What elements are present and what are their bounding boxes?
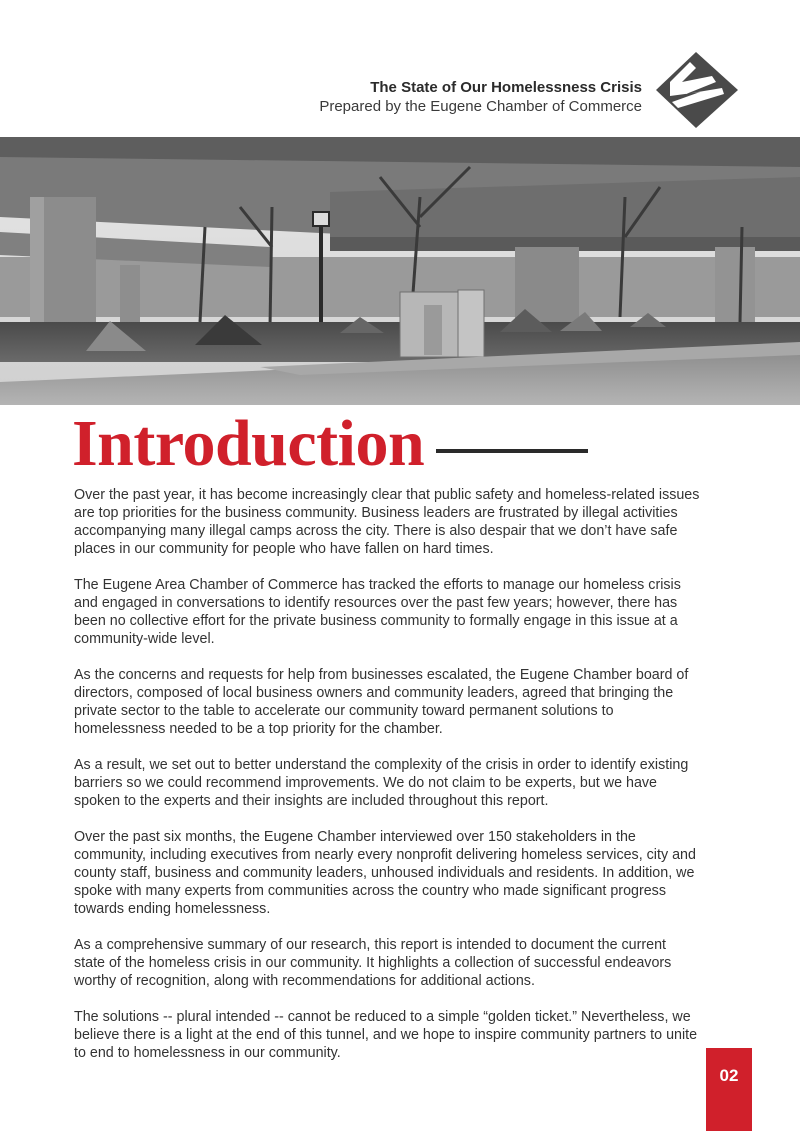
- body-text: [74, 486, 700, 1080]
- report-subtitle: Prepared by the Eugene Chamber of Commerce: [319, 98, 642, 115]
- paragraph-6: As a comprehensive summary of our research, this report is intended to document the current state of the homeless crisis in our community. It highlights a collection of successful endeavors worthy of recognition, along with recommendations for additional actions.: [74, 937, 672, 989]
- hero-photo: [0, 137, 800, 405]
- heading-rule: [436, 449, 588, 453]
- report-title: The State of Our Homelessness Crisis: [370, 79, 642, 96]
- paragraph-4: As a result, we set out to better understand the complexity of the crisis in order to identify existing barriers so we could recommend improvements. We do not claim to be experts, but we have spoken to the experts and their insights are included throughout this report.: [74, 757, 689, 809]
- page-number: 02: [719, 1066, 739, 1085]
- chamber-logo-icon: [656, 50, 740, 130]
- page-header: [0, 0, 800, 137]
- paragraph-1: Over the past year, it has become increasingly clear that public safety and homeless-related issues are top priorities for the business community. Business leaders are frustrated by illegal activities accompanying many illegal camps across the city. There is also despair that we don’t have safe places in our community for people who have fallen on hard times.: [74, 487, 700, 557]
- section-heading: [72, 408, 588, 480]
- paragraph-2: The Eugene Area Chamber of Commerce has tracked the efforts to manage our homeless crisis and engaged in conversations to identify resources over the past few years; however, there has been no collective effort for the private business community to formally engage in this issue at a community-wide level.: [74, 577, 681, 647]
- paragraph-5: Over the past six months, the Eugene Chamber interviewed over 150 stakeholders in the community, including executives from nearly every nonprofit delivering homeless services, city and county staff, business and community leaders, unhoused individuals and residents. In addition, we spoke with many experts from communities across the country who made significant progress towards ending homelessness.: [74, 829, 696, 917]
- page-number-tab: [706, 1048, 752, 1131]
- encampment-under-overpass-photo: [0, 137, 800, 405]
- header-text-block: [319, 78, 642, 117]
- paragraph-7: The solutions -- plural intended -- cannot be reduced to a simple “golden ticket.” Nevertheless, we believe there is a light at the end of this tunnel, and we hope to inspire community partners to unite to end to homelessness in our community.: [74, 1009, 698, 1061]
- paragraph-3: As the concerns and requests for help from businesses escalated, the Eugene Chamber board of directors, composed of local business owners and community leaders, agreed that bringing the private sector to the table to accelerate our community toward permanent solutions to homelessness needed to be a top priority for the chamber.: [74, 667, 689, 737]
- heading-introduction: Introduction: [72, 407, 425, 480]
